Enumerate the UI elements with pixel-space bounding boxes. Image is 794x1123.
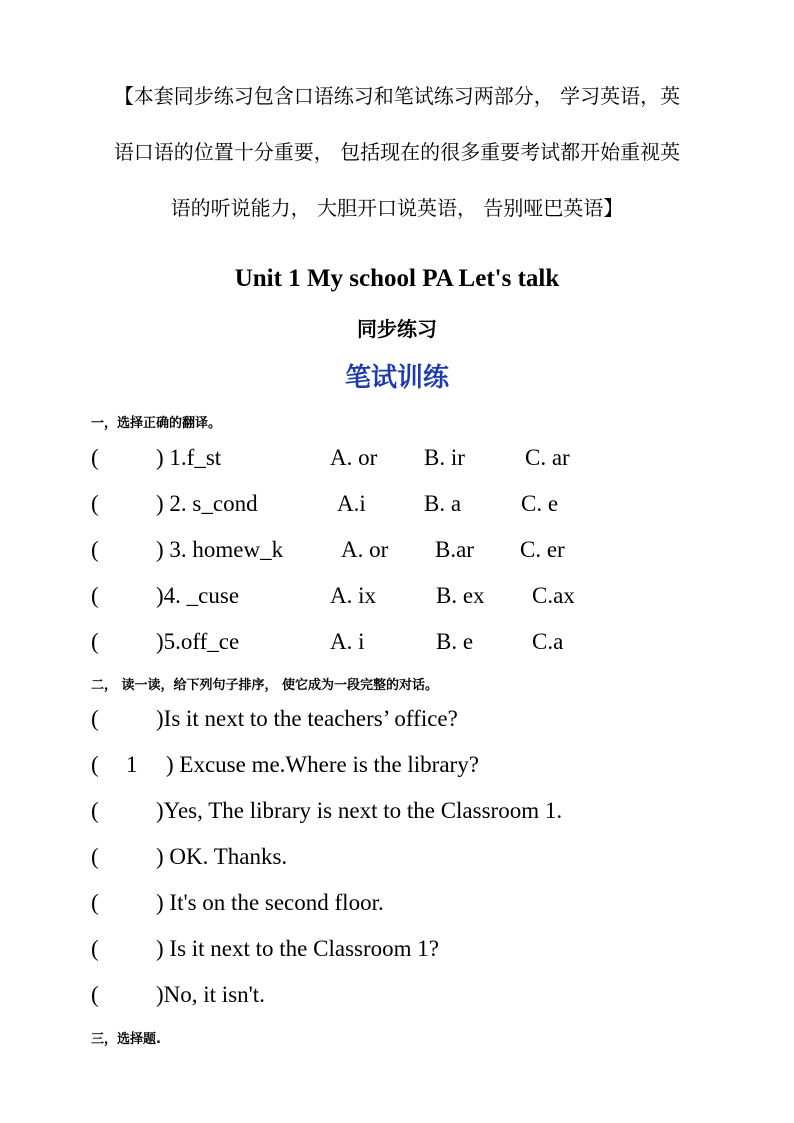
open-bracket: (: [91, 629, 99, 654]
option-b: B.ar: [435, 537, 474, 562]
intro-line-2: 语口语的位置十分重要， 包括现在的很多重要考试都开始重视英: [113, 140, 681, 164]
sentence-text: )Yes, The library is next to the Classroom 1.: [156, 798, 563, 823]
question-text: ) 3. homew_k: [156, 537, 284, 562]
option-a: A. ix: [330, 583, 376, 608]
option-a: A. or: [341, 537, 389, 562]
option-b: B. a: [424, 491, 462, 516]
sentence-text: ) Is it next to the Classroom 1?: [156, 936, 439, 961]
option-c: C. er: [520, 537, 565, 562]
open-bracket: (: [91, 890, 99, 915]
sentence-text: )Is it next to the teachers’ office?: [156, 706, 458, 731]
answer-blank: 1: [126, 752, 138, 777]
section-heading: 笔试训练: [344, 363, 449, 393]
open-bracket: (: [91, 936, 99, 961]
open-bracket: (: [91, 752, 99, 777]
part2-item-2: [91, 750, 479, 780]
part2-instruction: 二， 读一读，给下列句子排序， 使它成为一段完整的对话。: [91, 678, 439, 693]
open-bracket: (: [91, 982, 99, 1007]
option-c: C. ar: [525, 445, 570, 470]
part1-item-3: [91, 535, 565, 565]
part1-item-4: [91, 581, 575, 611]
part2-item-3: [91, 796, 563, 826]
intro-line-3: 语的听说能力， 大胆开口说英语， 告别哑巴英语】: [170, 196, 624, 220]
question-text: ) 2. s_cond: [156, 491, 258, 516]
intro-line-1: 【本套同步练习包含口语练习和笔试练习两部分， 学习英语，英: [113, 84, 681, 108]
option-a: A. or: [330, 445, 378, 470]
open-bracket: (: [91, 798, 99, 823]
sentence-text: )No, it isn't.: [156, 982, 265, 1007]
option-c: C.a: [532, 629, 564, 654]
question-text: ) 1.f_st: [156, 445, 222, 470]
part1-item-5: [91, 627, 564, 657]
open-bracket: (: [91, 844, 99, 869]
option-c: C.ax: [532, 583, 575, 608]
part1-item-1: [91, 443, 570, 473]
sentence-text: ) Excuse me.Where is the library?: [166, 752, 479, 777]
option-c: C. e: [521, 491, 559, 516]
sentence-text: ) OK. Thanks.: [156, 844, 288, 869]
part2-item-5: [91, 888, 384, 918]
open-bracket: (: [91, 491, 99, 516]
page-subtitle: 同步练习: [357, 317, 437, 341]
open-bracket: (: [91, 583, 99, 608]
open-bracket: (: [91, 706, 99, 731]
page-title: Unit 1 My school PA Let's talk: [234, 265, 560, 292]
option-b: B. e: [436, 629, 474, 654]
option-b: B. ir: [424, 445, 465, 470]
sentence-text: ) It's on the second floor.: [156, 890, 384, 915]
part2-item-1: [91, 704, 458, 734]
open-bracket: (: [91, 445, 99, 470]
option-a: A. i: [330, 629, 365, 654]
part2-item-4: [91, 842, 288, 872]
intro-paragraph: [90, 68, 704, 236]
open-bracket: (: [91, 537, 99, 562]
part2-item-7: [91, 980, 265, 1010]
option-b: B. ex: [436, 583, 485, 608]
question-text: )5.off_ce: [156, 629, 240, 654]
part3-instruction: 三，选择题.: [91, 1032, 161, 1047]
part1-item-2: [91, 489, 559, 519]
question-text: )4. _cuse: [156, 583, 240, 608]
part2-item-6: [91, 934, 439, 964]
part1-instruction: 一，选择正确的翻译。: [91, 416, 222, 431]
option-a: A.i: [337, 491, 366, 516]
